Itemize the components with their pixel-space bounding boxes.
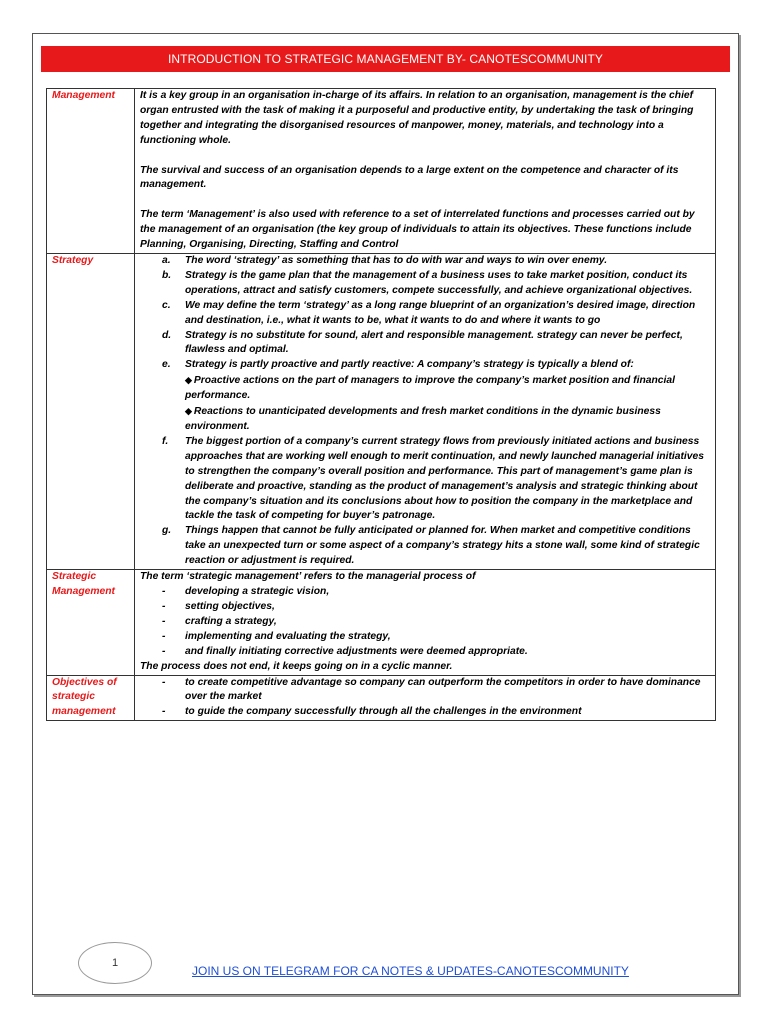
list-item bbox=[140, 676, 711, 706]
term-management: Management bbox=[47, 89, 135, 254]
list-item bbox=[140, 524, 711, 569]
list-text: Strategy is the game plan that the management of a business uses to take market position, conduct its operations, attract and satisfy customers, compete successfully, and achieve organizational objectives. bbox=[185, 269, 693, 296]
list-item bbox=[140, 705, 711, 720]
list-text: We may define the term ‘strategy’ as a long range blueprint of an organization’s desired image, direction and destination, i.e., what it wants to be, what it wants to do and where it wants to go bbox=[185, 299, 696, 326]
table-row-strategy bbox=[47, 253, 716, 569]
outro-text: The process does not end, it keeps going on in a cyclic manner. bbox=[140, 660, 453, 672]
list-marker: - bbox=[162, 706, 166, 718]
list-item bbox=[140, 358, 711, 373]
term-strategy: Strategy bbox=[47, 253, 135, 569]
list-text: crafting a strategy, bbox=[185, 615, 277, 627]
page-number: 1 bbox=[78, 942, 152, 984]
term-objectives: Objectives of strategic management bbox=[47, 675, 135, 721]
definition-strategic-management bbox=[135, 570, 716, 675]
paragraph: The term ‘Management’ is also used with reference to a set of interrelated functions and processes carried out by the management of an organisation (the key group of individuals to attain its objectives. These functions include Planning, Organising, Directing, Staffing and Control bbox=[140, 209, 695, 251]
list-marker: d. bbox=[162, 329, 172, 341]
list-item bbox=[140, 299, 711, 329]
list-item bbox=[140, 630, 711, 645]
list-marker: b. bbox=[162, 269, 172, 281]
list-marker: a. bbox=[162, 254, 171, 266]
definition-objectives bbox=[135, 675, 716, 721]
list-text: Strategy is partly proactive and partly reactive: A company’s strategy is typically a blend of: bbox=[185, 359, 634, 371]
table-row-strategic-management bbox=[47, 570, 716, 675]
list-marker: - bbox=[162, 615, 166, 627]
list-text: and finally initiating corrective adjustments were deemed appropriate. bbox=[185, 645, 528, 657]
list-item bbox=[140, 600, 711, 615]
definition-strategy bbox=[135, 253, 716, 569]
list-item bbox=[140, 269, 711, 299]
list-marker: f. bbox=[162, 435, 169, 447]
notes-table bbox=[46, 88, 716, 721]
list-item bbox=[140, 585, 711, 600]
list-marker: - bbox=[162, 600, 166, 612]
list-item bbox=[140, 645, 711, 660]
sub-list-item bbox=[185, 404, 711, 435]
list-marker: - bbox=[162, 676, 166, 688]
sub-list-text: Proactive actions on the part of managers to improve the company’s market position and financial performance. bbox=[185, 375, 675, 402]
list-text: Strategy is no substitute for sound, alert and responsible management. strategy can never be perfect, flawless and optimal. bbox=[185, 329, 683, 356]
list-text: to create competitive advantage so company can outperform the competitors in order to have dominance over the market bbox=[185, 676, 701, 703]
list-item bbox=[140, 435, 711, 524]
list-item bbox=[140, 254, 711, 269]
paragraph: It is a key group in an organisation in-charge of its affairs. In relation to an organisation, management is the chief organ entrusted with the task of making it a purposeful and productive entity, by undertaking the task of bringing together and integrating the disorganised resources of manpower, money, materials, and technology into a functioning whole. bbox=[140, 90, 694, 146]
definition-management bbox=[135, 89, 716, 254]
list-text: Things happen that cannot be fully anticipated or planned for. When market and competitive conditions take an unexpected turn or some aspect of a company’s strategy hits a stone wall, some kind of strategic reaction or adjustment is required. bbox=[185, 525, 700, 567]
sub-list-item bbox=[185, 373, 711, 404]
term-strategic-management: Strategic Management bbox=[47, 570, 135, 675]
paragraph: The survival and success of an organisation depends to a large extent on the competence and character of its management. bbox=[140, 164, 679, 191]
list-item bbox=[140, 615, 711, 630]
intro-text: The term ‘strategic management’ refers to the managerial process of bbox=[140, 571, 476, 583]
table-row-objectives bbox=[47, 675, 716, 721]
list-marker: c. bbox=[162, 299, 171, 311]
list-marker: - bbox=[162, 630, 166, 642]
table-row-management bbox=[47, 89, 716, 254]
list-text: The biggest portion of a company’s current strategy flows from previously initiated actions and business approaches that are working well enough to merit continuation, and newly launched managerial initiatives to strengthen the company’s overall position and performance. This part of management’s game plan is deliberate and proactive, standing as the product of management’s analysis and strategic thinking about the company’s situation and its conclusions about how to position the company in the marketplace and tackle the task of competing for buyer’s patronage. bbox=[185, 435, 704, 522]
list-text: developing a strategic vision, bbox=[185, 586, 330, 597]
list-marker: - bbox=[162, 585, 166, 597]
list-item bbox=[140, 329, 711, 359]
list-text: to guide the company successfully through all the challenges in the environment bbox=[185, 706, 582, 718]
sub-list-text: Reactions to unanticipated developments and fresh market conditions in the dynamic business environment. bbox=[185, 406, 661, 432]
telegram-link[interactable]: JOIN US ON TELEGRAM FOR CA NOTES & UPDATES-CANOTESCOMMUNITY bbox=[192, 964, 629, 978]
diamond-bullet-icon: ◆ bbox=[185, 406, 192, 417]
list-text: setting objectives, bbox=[185, 600, 275, 612]
diamond-bullet-icon: ◆ bbox=[185, 375, 192, 386]
list-text: implementing and evaluating the strategy, bbox=[185, 630, 391, 642]
page-title: INTRODUCTION TO STRATEGIC MANAGEMENT BY- CANOTESCOMMUNITY bbox=[41, 46, 730, 72]
list-text: The word ‘strategy’ as something that has to do with war and ways to win over enemy. bbox=[185, 254, 608, 266]
list-marker: e. bbox=[162, 359, 171, 371]
list-marker: g. bbox=[162, 525, 172, 537]
list-marker: - bbox=[162, 645, 166, 657]
